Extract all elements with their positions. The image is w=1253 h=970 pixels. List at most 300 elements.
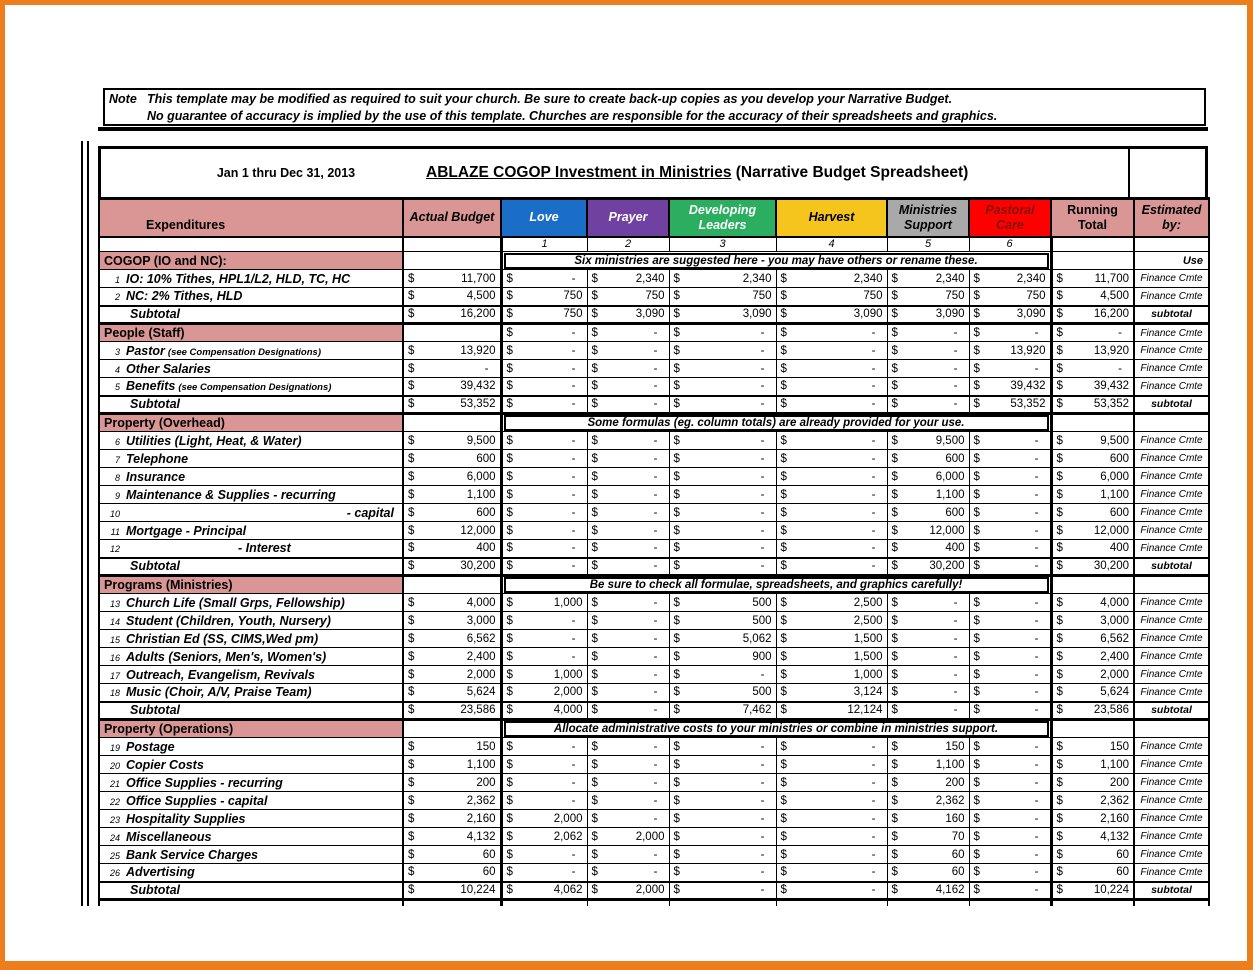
amount-cell[interactable]: $ - (1051, 360, 1134, 378)
amount-cell[interactable]: $ 6,562 (403, 630, 501, 648)
estimated-by-cell[interactable]: Finance Cmte (1134, 666, 1209, 684)
estimated-by-cell[interactable]: Finance Cmte (1134, 450, 1209, 468)
amount-cell[interactable]: $ - (776, 774, 887, 792)
column-header-actual-budget[interactable]: Actual Budget (403, 199, 501, 237)
amount-cell[interactable]: $ 200 (1051, 774, 1134, 792)
amount-cell[interactable]: $ 2,400 (403, 648, 501, 666)
amount-cell[interactable]: $ 23,586 (1051, 702, 1134, 720)
amount-cell[interactable]: $ - (587, 522, 669, 540)
amount-cell[interactable]: $ 6,562 (1051, 630, 1134, 648)
empty-cell[interactable] (501, 900, 587, 906)
amount-cell[interactable]: $ 3,000 (403, 612, 501, 630)
amount-cell[interactable]: $ - (669, 864, 776, 882)
amount-cell[interactable]: $ 1,000 (501, 666, 587, 684)
empty-cell[interactable] (776, 900, 887, 906)
amount-cell[interactable] (403, 720, 501, 738)
amount-cell[interactable] (403, 324, 501, 342)
amount-cell[interactable]: $ 500 (669, 612, 776, 630)
amount-cell[interactable]: $ 2,340 (669, 270, 776, 288)
row-label-cell[interactable]: 23 Hospitality Supplies (99, 810, 403, 828)
amount-cell[interactable]: $ - (501, 378, 587, 396)
estimated-by-cell[interactable]: subtotal (1134, 882, 1209, 900)
ministry-number[interactable]: 6 (969, 237, 1051, 252)
amount-cell[interactable]: $ - (969, 792, 1051, 810)
amount-cell[interactable]: $ - (587, 504, 669, 522)
amount-cell[interactable] (403, 576, 501, 594)
amount-cell[interactable]: $ - (776, 342, 887, 360)
amount-cell[interactable]: $ 12,000 (403, 522, 501, 540)
amount-cell[interactable]: $ 1,100 (887, 756, 969, 774)
estimated-by-cell[interactable]: Finance Cmte (1134, 468, 1209, 486)
amount-cell[interactable]: $ - (403, 360, 501, 378)
amount-cell[interactable]: $ 13,920 (969, 342, 1051, 360)
amount-cell[interactable]: $ - (669, 396, 776, 414)
amount-cell[interactable]: $ - (669, 810, 776, 828)
empty-cell[interactable] (887, 900, 969, 906)
amount-cell[interactable]: $ 150 (1051, 738, 1134, 756)
estimated-by-cell[interactable]: Finance Cmte (1134, 828, 1209, 846)
amount-cell[interactable]: $ - (776, 324, 887, 342)
amount-cell[interactable]: $ - (776, 756, 887, 774)
amount-cell[interactable]: $ 39,432 (403, 378, 501, 396)
amount-cell[interactable]: $ - (969, 648, 1051, 666)
amount-cell[interactable]: $ - (969, 828, 1051, 846)
estimated-by-cell[interactable]: Finance Cmte (1134, 756, 1209, 774)
amount-cell[interactable]: $ 60 (887, 864, 969, 882)
amount-cell[interactable]: $ - (587, 450, 669, 468)
estimated-by-cell[interactable]: Finance Cmte (1134, 846, 1209, 864)
amount-cell[interactable]: $ 200 (887, 774, 969, 792)
amount-cell[interactable]: $ - (501, 324, 587, 342)
row-label-cell[interactable]: 2 NC: 2% Tithes, HLD (99, 288, 403, 306)
amount-cell[interactable]: $ 5,624 (403, 684, 501, 702)
amount-cell[interactable]: $ - (969, 594, 1051, 612)
amount-cell[interactable]: $ - (969, 558, 1051, 576)
row-label-cell[interactable]: 4 Other Salaries (99, 360, 403, 378)
row-label-cell[interactable]: 25 Bank Service Charges (99, 846, 403, 864)
empty-cell[interactable] (1051, 237, 1134, 252)
amount-cell[interactable] (1051, 576, 1134, 594)
amount-cell[interactable]: $ 6,000 (887, 468, 969, 486)
amount-cell[interactable]: $ - (587, 612, 669, 630)
amount-cell[interactable]: $ - (587, 432, 669, 450)
amount-cell[interactable]: $ - (669, 468, 776, 486)
empty-cell[interactable] (587, 900, 669, 906)
amount-cell[interactable]: $ - (887, 702, 969, 720)
amount-cell[interactable]: $ - (501, 270, 587, 288)
amount-cell[interactable]: $ 2,340 (587, 270, 669, 288)
amount-cell[interactable]: $ 2,340 (776, 270, 887, 288)
amount-cell[interactable]: $ - (669, 540, 776, 558)
amount-cell[interactable]: $ 39,432 (969, 378, 1051, 396)
estimated-by-cell[interactable]: subtotal (1134, 396, 1209, 414)
amount-cell[interactable]: $ 12,000 (887, 522, 969, 540)
amount-cell[interactable]: $ 2,160 (403, 810, 501, 828)
amount-cell[interactable]: $ - (776, 540, 887, 558)
row-label-cell[interactable]: 3 Pastor (see Compensation Designations) (99, 342, 403, 360)
row-label-cell[interactable]: 9 Maintenance & Supplies - recurring (99, 486, 403, 504)
amount-cell[interactable]: $ - (669, 792, 776, 810)
amount-cell[interactable]: $ - (587, 468, 669, 486)
estimated-by-cell[interactable]: Finance Cmte (1134, 504, 1209, 522)
amount-cell[interactable]: $ - (887, 684, 969, 702)
amount-cell[interactable]: $ - (587, 846, 669, 864)
amount-cell[interactable]: $ - (501, 864, 587, 882)
amount-cell[interactable]: $ - (969, 738, 1051, 756)
estimated-by-cell[interactable]: Finance Cmte (1134, 738, 1209, 756)
amount-cell[interactable]: $ - (669, 432, 776, 450)
amount-cell[interactable]: $ - (969, 630, 1051, 648)
amount-cell[interactable]: $ 750 (887, 288, 969, 306)
amount-cell[interactable]: $ 2,000 (587, 828, 669, 846)
amount-cell[interactable]: $ - (501, 846, 587, 864)
amount-cell[interactable]: $ - (776, 558, 887, 576)
estimated-by-cell[interactable]: subtotal (1134, 558, 1209, 576)
amount-cell[interactable]: $ 12,124 (776, 702, 887, 720)
column-header-ministries-support[interactable]: Ministries Support (887, 199, 969, 237)
amount-cell[interactable]: $ - (587, 486, 669, 504)
amount-cell[interactable]: $ - (669, 522, 776, 540)
amount-cell[interactable]: $ - (969, 324, 1051, 342)
estimated-by-cell[interactable] (1134, 576, 1209, 594)
amount-cell[interactable]: $ - (501, 486, 587, 504)
estimated-by-cell[interactable]: subtotal (1134, 306, 1209, 324)
amount-cell[interactable]: $ - (501, 738, 587, 756)
row-label-cell[interactable]: 24 Miscellaneous (99, 828, 403, 846)
amount-cell[interactable]: $ - (587, 666, 669, 684)
amount-cell[interactable]: $ 1,100 (887, 486, 969, 504)
amount-cell[interactable]: $ 30,200 (1051, 558, 1134, 576)
amount-cell[interactable]: $ - (501, 792, 587, 810)
estimated-by-cell[interactable]: Finance Cmte (1134, 648, 1209, 666)
amount-cell[interactable]: $ - (587, 702, 669, 720)
amount-cell[interactable]: $ - (969, 666, 1051, 684)
amount-cell[interactable]: $ 2,160 (1051, 810, 1134, 828)
empty-cell[interactable] (1134, 900, 1209, 906)
amount-cell[interactable]: $ - (776, 504, 887, 522)
amount-cell[interactable]: $ - (501, 558, 587, 576)
amount-cell[interactable]: $ 70 (887, 828, 969, 846)
amount-cell[interactable]: $ 1,000 (776, 666, 887, 684)
amount-cell[interactable]: $ - (587, 378, 669, 396)
amount-cell[interactable]: $ - (587, 756, 669, 774)
amount-cell[interactable]: $ - (776, 882, 887, 900)
amount-cell[interactable]: $ 2,500 (776, 594, 887, 612)
amount-cell[interactable]: $ - (669, 774, 776, 792)
estimated-by-cell[interactable]: Use (1134, 252, 1209, 270)
amount-cell[interactable]: $ - (501, 612, 587, 630)
empty-cell[interactable] (403, 900, 501, 906)
amount-cell[interactable]: $ - (969, 468, 1051, 486)
amount-cell[interactable]: $ 60 (403, 864, 501, 882)
amount-cell[interactable]: $ 2,000 (587, 882, 669, 900)
amount-cell[interactable]: $ 600 (403, 450, 501, 468)
row-label-cell[interactable]: Programs (Ministries) (99, 576, 403, 594)
amount-cell[interactable]: $ 13,920 (1051, 342, 1134, 360)
amount-cell[interactable]: $ - (969, 846, 1051, 864)
row-label-cell[interactable]: 13 Church Life (Small Grps, Fellowship) (99, 594, 403, 612)
amount-cell[interactable]: $ - (776, 396, 887, 414)
row-label-cell[interactable]: Subtotal (99, 396, 403, 414)
amount-cell[interactable] (1051, 414, 1134, 432)
amount-cell[interactable]: $ 1,500 (776, 648, 887, 666)
amount-cell[interactable]: $ 400 (1051, 540, 1134, 558)
amount-cell[interactable]: $ 4,000 (1051, 594, 1134, 612)
amount-cell[interactable]: $ - (587, 360, 669, 378)
amount-cell[interactable]: $ - (669, 882, 776, 900)
row-label-cell[interactable]: 15 Christian Ed (SS, CIMS,Wed pm) (99, 630, 403, 648)
amount-cell[interactable]: $ 3,090 (587, 306, 669, 324)
ministry-number[interactable]: 3 (669, 237, 776, 252)
estimated-by-cell[interactable]: Finance Cmte (1134, 810, 1209, 828)
amount-cell[interactable]: $ - (669, 504, 776, 522)
amount-cell[interactable]: $ 60 (1051, 864, 1134, 882)
row-label-cell[interactable]: 6 Utilities (Light, Heat, & Water) (99, 432, 403, 450)
column-header-love[interactable]: Love (501, 199, 587, 237)
amount-cell[interactable]: $ 16,200 (403, 306, 501, 324)
amount-cell[interactable]: $ - (776, 360, 887, 378)
amount-cell[interactable]: $ - (887, 396, 969, 414)
amount-cell[interactable]: $ - (501, 468, 587, 486)
amount-cell[interactable]: $ 600 (887, 504, 969, 522)
row-label-cell[interactable]: 7 Telephone (99, 450, 403, 468)
amount-cell[interactable]: $ 750 (969, 288, 1051, 306)
amount-cell[interactable]: $ 39,432 (1051, 378, 1134, 396)
amount-cell[interactable]: $ - (776, 792, 887, 810)
column-header-harvest[interactable]: Harvest (776, 199, 887, 237)
amount-cell[interactable]: $ 11,700 (403, 270, 501, 288)
estimated-by-cell[interactable]: Finance Cmte (1134, 486, 1209, 504)
column-header-prayer[interactable]: Prayer (587, 199, 669, 237)
column-header-running-total[interactable]: Running Total (1051, 199, 1134, 237)
amount-cell[interactable]: $ 2,000 (501, 810, 587, 828)
estimated-by-cell[interactable]: Finance Cmte (1134, 684, 1209, 702)
amount-cell[interactable]: $ - (776, 522, 887, 540)
row-label-cell[interactable]: 11 Mortgage - Principal (99, 522, 403, 540)
estimated-by-cell[interactable]: Finance Cmte (1134, 270, 1209, 288)
amount-cell[interactable]: $ 750 (501, 306, 587, 324)
amount-cell[interactable]: $ 6,000 (403, 468, 501, 486)
amount-cell[interactable]: $ - (776, 468, 887, 486)
amount-cell[interactable]: $ 160 (887, 810, 969, 828)
row-label-cell[interactable]: COGOP (IO and NC): (99, 252, 403, 270)
amount-cell[interactable]: $ - (969, 882, 1051, 900)
estimated-by-cell[interactable]: Finance Cmte (1134, 288, 1209, 306)
amount-cell[interactable]: $ - (669, 828, 776, 846)
amount-cell[interactable]: $ - (887, 342, 969, 360)
amount-cell[interactable]: $ 60 (887, 846, 969, 864)
amount-cell[interactable]: $ - (587, 774, 669, 792)
amount-cell[interactable]: $ 600 (887, 450, 969, 468)
amount-cell[interactable]: $ 400 (403, 540, 501, 558)
estimated-by-cell[interactable]: subtotal (1134, 702, 1209, 720)
amount-cell[interactable]: $ 12,000 (1051, 522, 1134, 540)
estimated-by-cell[interactable]: Finance Cmte (1134, 792, 1209, 810)
amount-cell[interactable]: $ 4,500 (403, 288, 501, 306)
amount-cell[interactable]: $ - (887, 360, 969, 378)
amount-cell[interactable]: $ 4,000 (403, 594, 501, 612)
amount-cell[interactable]: $ - (501, 648, 587, 666)
amount-cell[interactable]: $ 4,500 (1051, 288, 1134, 306)
amount-cell[interactable]: $ - (501, 522, 587, 540)
amount-cell[interactable]: $ - (501, 432, 587, 450)
amount-cell[interactable]: $ - (969, 810, 1051, 828)
row-label-cell[interactable]: 22 Office Supplies - capital (99, 792, 403, 810)
amount-cell[interactable]: $ - (669, 558, 776, 576)
amount-cell[interactable]: $ 60 (1051, 846, 1134, 864)
amount-cell[interactable]: $ - (501, 360, 587, 378)
amount-cell[interactable]: $ - (501, 630, 587, 648)
amount-cell[interactable]: $ - (501, 756, 587, 774)
row-label-cell[interactable]: 26 Advertising (99, 864, 403, 882)
amount-cell[interactable]: $ 2,062 (501, 828, 587, 846)
estimated-by-cell[interactable]: Finance Cmte (1134, 540, 1209, 558)
amount-cell[interactable]: $ - (669, 378, 776, 396)
amount-cell[interactable]: $ 1,100 (403, 756, 501, 774)
amount-cell[interactable]: $ 6,000 (1051, 468, 1134, 486)
amount-cell[interactable]: $ 200 (403, 774, 501, 792)
amount-cell[interactable]: $ - (776, 864, 887, 882)
row-label-cell[interactable]: 16 Adults (Seniors, Men's, Women's) (99, 648, 403, 666)
amount-cell[interactable]: $ 30,200 (887, 558, 969, 576)
amount-cell[interactable]: $ 9,500 (403, 432, 501, 450)
amount-cell[interactable]: $ - (501, 540, 587, 558)
ministry-number[interactable]: 5 (887, 237, 969, 252)
estimated-by-cell[interactable]: Finance Cmte (1134, 324, 1209, 342)
amount-cell[interactable]: $ - (969, 756, 1051, 774)
amount-cell[interactable]: $ 600 (1051, 504, 1134, 522)
amount-cell[interactable]: $ - (969, 432, 1051, 450)
estimated-by-cell[interactable]: Finance Cmte (1134, 594, 1209, 612)
empty-cell[interactable] (403, 237, 501, 252)
empty-cell[interactable] (969, 900, 1051, 906)
amount-cell[interactable]: $ 1,500 (776, 630, 887, 648)
estimated-by-cell[interactable] (1134, 414, 1209, 432)
estimated-by-cell[interactable] (1134, 720, 1209, 738)
amount-cell[interactable]: $ 1,100 (403, 486, 501, 504)
amount-cell[interactable]: $ 7,462 (669, 702, 776, 720)
amount-cell[interactable]: $ - (587, 792, 669, 810)
amount-cell[interactable]: $ - (587, 540, 669, 558)
amount-cell[interactable] (403, 252, 501, 270)
amount-cell[interactable]: $ 10,224 (403, 882, 501, 900)
amount-cell[interactable]: $ - (587, 738, 669, 756)
amount-cell[interactable]: $ 1,100 (1051, 486, 1134, 504)
amount-cell[interactable]: $ - (587, 558, 669, 576)
amount-cell[interactable]: $ 3,000 (1051, 612, 1134, 630)
amount-cell[interactable]: $ 30,200 (403, 558, 501, 576)
estimated-by-cell[interactable]: Finance Cmte (1134, 630, 1209, 648)
amount-cell[interactable]: $ 400 (887, 540, 969, 558)
ministry-number[interactable]: 2 (587, 237, 669, 252)
amount-cell[interactable]: $ 2,000 (501, 684, 587, 702)
column-header-estimated-by[interactable]: Estimated by: (1134, 199, 1209, 237)
amount-cell[interactable]: $ 600 (403, 504, 501, 522)
amount-cell[interactable]: $ - (776, 450, 887, 468)
amount-cell[interactable]: $ - (969, 450, 1051, 468)
amount-cell[interactable]: $ - (776, 486, 887, 504)
column-header-pastoral-care[interactable]: Pastoral Care (969, 199, 1051, 237)
amount-cell[interactable]: $ 3,090 (669, 306, 776, 324)
amount-cell[interactable]: $ - (587, 342, 669, 360)
amount-cell[interactable]: $ - (669, 846, 776, 864)
amount-cell[interactable]: $ - (587, 630, 669, 648)
amount-cell[interactable]: $ 2,362 (1051, 792, 1134, 810)
row-label-cell[interactable]: 20 Copier Costs (99, 756, 403, 774)
row-label-cell[interactable]: 10 - capital (99, 504, 403, 522)
amount-cell[interactable]: $ - (969, 360, 1051, 378)
row-label-cell[interactable]: Property (Operations) (99, 720, 403, 738)
amount-cell[interactable]: $ - (969, 486, 1051, 504)
amount-cell[interactable]: $ - (887, 378, 969, 396)
amount-cell[interactable]: $ 3,090 (887, 306, 969, 324)
row-label-cell[interactable]: Subtotal (99, 882, 403, 900)
amount-cell[interactable]: $ 9,500 (887, 432, 969, 450)
amount-cell[interactable]: $ - (501, 504, 587, 522)
amount-cell[interactable]: $ - (969, 504, 1051, 522)
amount-cell[interactable]: $ - (669, 360, 776, 378)
amount-cell[interactable]: $ 5,062 (669, 630, 776, 648)
amount-cell[interactable]: $ 2,340 (887, 270, 969, 288)
amount-cell[interactable]: $ 1,000 (501, 594, 587, 612)
amount-cell[interactable]: $ 2,000 (1051, 666, 1134, 684)
amount-cell[interactable]: $ 16,200 (1051, 306, 1134, 324)
row-label-cell[interactable]: 19 Postage (99, 738, 403, 756)
amount-cell[interactable]: $ 900 (669, 648, 776, 666)
amount-cell[interactable]: $ - (776, 738, 887, 756)
amount-cell[interactable]: $ 4,000 (501, 702, 587, 720)
ministry-number[interactable]: 1 (501, 237, 587, 252)
amount-cell[interactable]: $ 4,132 (403, 828, 501, 846)
amount-cell[interactable]: $ - (669, 450, 776, 468)
estimated-by-cell[interactable]: Finance Cmte (1134, 612, 1209, 630)
empty-cell[interactable] (669, 900, 776, 906)
amount-cell[interactable]: $ 53,352 (403, 396, 501, 414)
column-header-expenditures[interactable]: Expenditures (99, 199, 403, 237)
amount-cell[interactable]: $ 150 (887, 738, 969, 756)
amount-cell[interactable]: $ - (587, 396, 669, 414)
amount-cell[interactable]: $ 2,000 (403, 666, 501, 684)
amount-cell[interactable]: $ - (501, 396, 587, 414)
amount-cell[interactable]: $ 1,100 (1051, 756, 1134, 774)
amount-cell[interactable]: $ 4,062 (501, 882, 587, 900)
row-label-cell[interactable]: People (Staff) (99, 324, 403, 342)
amount-cell[interactable]: $ - (776, 846, 887, 864)
amount-cell[interactable]: $ - (776, 828, 887, 846)
amount-cell[interactable]: $ 750 (669, 288, 776, 306)
amount-cell[interactable]: $ - (669, 756, 776, 774)
amount-cell[interactable]: $ 500 (669, 594, 776, 612)
amount-cell[interactable]: $ - (587, 648, 669, 666)
amount-cell[interactable]: $ 53,352 (1051, 396, 1134, 414)
estimated-by-cell[interactable]: Finance Cmte (1134, 360, 1209, 378)
amount-cell[interactable]: $ 2,362 (887, 792, 969, 810)
amount-cell[interactable]: $ - (887, 594, 969, 612)
amount-cell[interactable]: $ 750 (501, 288, 587, 306)
amount-cell[interactable]: $ - (587, 684, 669, 702)
empty-cell[interactable] (99, 237, 403, 252)
amount-cell[interactable]: $ 500 (669, 684, 776, 702)
row-label-cell[interactable]: 14 Student (Children, Youth, Nursery) (99, 612, 403, 630)
estimated-by-cell[interactable]: Finance Cmte (1134, 864, 1209, 882)
amount-cell[interactable]: $ - (669, 342, 776, 360)
amount-cell[interactable]: $ - (776, 378, 887, 396)
row-label-cell[interactable]: Subtotal (99, 702, 403, 720)
amount-cell[interactable]: $ 5,624 (1051, 684, 1134, 702)
amount-cell[interactable]: $ - (587, 810, 669, 828)
amount-cell[interactable]: $ 150 (403, 738, 501, 756)
amount-cell[interactable]: $ 2,362 (403, 792, 501, 810)
